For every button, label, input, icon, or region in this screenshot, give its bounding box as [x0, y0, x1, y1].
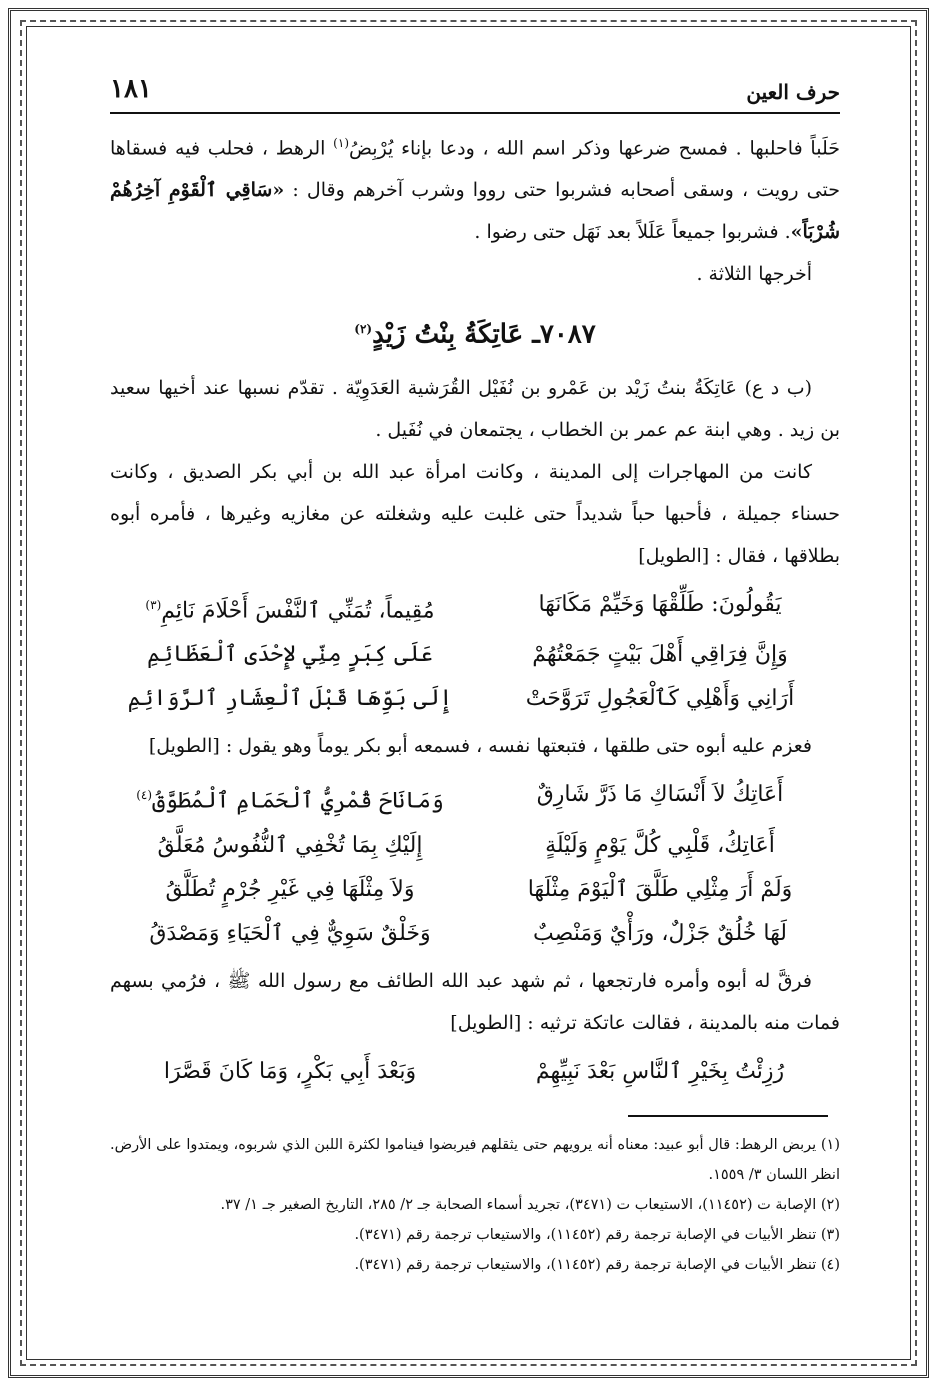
page-header — [110, 70, 840, 110]
entry-title — [110, 303, 840, 361]
verse-first-hemistich: رُزِئْتُ بِخَيْرِ ٱلنَّاسِ بَعْدَ نَبِيِّهِمْ — [535, 1058, 785, 1084]
header-rule — [110, 112, 840, 114]
poem-2 — [110, 773, 840, 955]
main-text — [110, 122, 840, 1098]
footnote-1: (١) يربض الرهط: قال أبو عبيد: معناه أنه يرويهم حتى يثقلهم فيربضوا فيناموا لكثرة اللبن الذي شربوه، ويمتدوا على الأرض. انظر اللسان ٣/ ١٥٥٩. — [110, 1137, 840, 1183]
footnote-4: (٤) تنظر الأبيات في الإصابة ترجمة رقم (١١٤٥٢)، والاستيعاب ترجمة رقم (٣٤٧١). — [354, 1257, 840, 1273]
verse-line — [110, 868, 840, 912]
verse-second-hemistich: إِلَيْكِ بِمَا تُخْفِي ٱلنُّفُوسُ مُعَلَّقُ — [157, 832, 423, 858]
paragraph-6: فرقَّ له أبوه وأمره فارتجعها ، ثم شهد عبد الله الطائف مع رسول الله ﷺ ، فرُمي بسهم فمات منه بالمدينة ، فقالت عاتكة ترثيه : [الطويل] — [110, 969, 840, 1034]
verse-second-hemistich: وَلاَ مِثْلَهَا فِي غَيْرِ جُرْمٍ تُطَلَّقُ — [165, 876, 415, 902]
verse-line — [110, 633, 840, 677]
verse-second-hemistich-text: وَمَانَاحَ قُمْرِيُّ ٱلْحَمَامِ ٱلْمُطَوَّقُ — [152, 788, 444, 814]
running-title: حرف العين — [746, 80, 840, 104]
verse-line — [110, 773, 840, 823]
footnote-ref-2: (٢) — [354, 322, 373, 337]
footnote-2: (٢) الإصابة ت (١١٤٥٢)، الاستيعاب ت (٣٤٧١)، تجريد أسماء الصحابة جـ ٢/ ٢٨٥، التاريخ الصغير جـ ١/ ٣٧. — [220, 1197, 840, 1213]
page-number: ١٨١ — [110, 74, 152, 104]
paragraph-2: أخرجها الثلاثة . — [696, 263, 812, 286]
verse-line — [110, 583, 840, 633]
paragraph-1-text-b: الرهط ، فحلب فيه فسقاها حتى رويت ، وسقى أصحابه فشربوا حتى رووا وشرب آخرهم وقال : — [110, 137, 840, 202]
verse-second-hemistich-text: مُقِيماً، تُمَنِّي ٱلنَّفْسَ أَحْلَامَ نَائِمِ — [161, 598, 435, 624]
paragraph-1 — [110, 122, 840, 253]
entry-title-text: ٧٠٨٧ـ عَاتِكَةُ بِنْتُ زَيْدٍ — [372, 319, 596, 350]
paragraph-5: فعزم عليه أبوه حتى طلقها ، فتبعتها نفسه ، فسمعه أبو بكر يوماً وهو يقول : [الطويل] — [148, 735, 812, 758]
footnote-ref-4: (٤) — [136, 788, 153, 803]
poem-3 — [110, 1050, 840, 1094]
verse-first-hemistich: أَعَاتِكُ، قَلْبِي كُلَّ يَوْمٍ وَلَيْلَةٍ — [545, 832, 775, 858]
verse-line — [110, 912, 840, 956]
hadith-quote: «سَاقِي ٱلْقَوْمِ آخِرُهُمْ شُرْبَاً» — [110, 179, 840, 244]
poem-1 — [110, 583, 840, 721]
paragraph-1-text-c: . فشربوا جميعاً عَلَلاً بعد نَهَل حتى رضوا . — [474, 221, 791, 244]
verse-first-hemistich: لَهَا خُلُقٌ جَزْلٌ، ورَأْيٌ وَمَنْصِبٌ — [533, 920, 787, 946]
verse-line — [110, 677, 840, 721]
verse-second-hemistich: إِلَى بَوِّهَا قَبْلَ ٱلْعِشَارِ ٱلرَّوَائِمِ — [127, 686, 453, 712]
footnote-separator — [628, 1115, 828, 1117]
verse-second-hemistich — [120, 583, 460, 633]
footnote-ref-1: (١) — [333, 136, 349, 150]
paragraph-3: (ب د ع) عَاتِكَةُ بنتُ زَيْد بن عَمْرو بن نُفَيْل القُرَشية العَدَوِيّة . تقدّم نسبها عند أخيها سعيد بن زيد . وهي ابنة عم عمر بن الخطاب ، يجتمعان في نُفَيل . — [110, 376, 840, 441]
verse-first-hemistich: وَلَمْ أَرَ مِثْلِي طَلَّقَ ٱلْيَوْمَ مِثْلَهَا — [527, 876, 793, 902]
verse-second-hemistich: عَلَى كِبَرٍ مِنِّي لإِحْدَى ٱلْعَظَائِمِ — [147, 642, 433, 668]
verse-first-hemistich: وَإِنَّ فِرَاقِي أَهْلَ بَيْتٍ جَمَعْتُهُمْ — [532, 642, 788, 668]
verse-second-hemistich — [120, 773, 460, 823]
verse-line — [110, 824, 840, 868]
footnotes — [110, 1130, 840, 1280]
footnote-ref-3: (٣) — [145, 597, 162, 612]
verse-second-hemistich: وَبَعْدَ أَبِي بَكْرٍ، وَمَا كَانَ قَصَّرَا — [163, 1058, 417, 1084]
paragraph-4: كانت من المهاجرات إلى المدينة ، وكانت امرأة عبد الله بن أبي بكر الصديق ، وكانت حسناء جميلة ، فأحبها حباً شديداً حتى غلبت عليه وشغلته عن مغازيه وغيرها ، فأمره أبوه بطلاقها ، فقال : [الطويل] — [110, 460, 840, 567]
paragraph-1-text: حَلَباً فاحلبها . فمسح ضرعها وذكر اسم الله ، ودعا بإناء يُرْبِضُ — [349, 137, 840, 160]
verse-first-hemistich: أَرَانِي وَأَهْلِي كَٱلْعَجُولِ تَرَوَّحَتْ — [525, 686, 795, 712]
verse-line — [110, 1050, 840, 1094]
footnote-3: (٣) تنظر الأبيات في الإصابة ترجمة رقم (١١٤٥٢)، والاستيعاب ترجمة رقم (٣٤٧١). — [354, 1227, 840, 1243]
verse-first-hemistich: يَقُولُونَ: طَلِّقْهَا وَخَيِّمْ مَكَانَهَا — [538, 591, 782, 617]
verse-second-hemistich: وَخَلْقٌ سَوِيٌّ فِي ٱلْحَيَاءِ وَمَصْدَقُ — [149, 920, 431, 946]
verse-first-hemistich: أَعَاتِكُ لاَ أَنْسَاكِ مَا ذَرَّ شَارِقٌ — [536, 782, 784, 808]
